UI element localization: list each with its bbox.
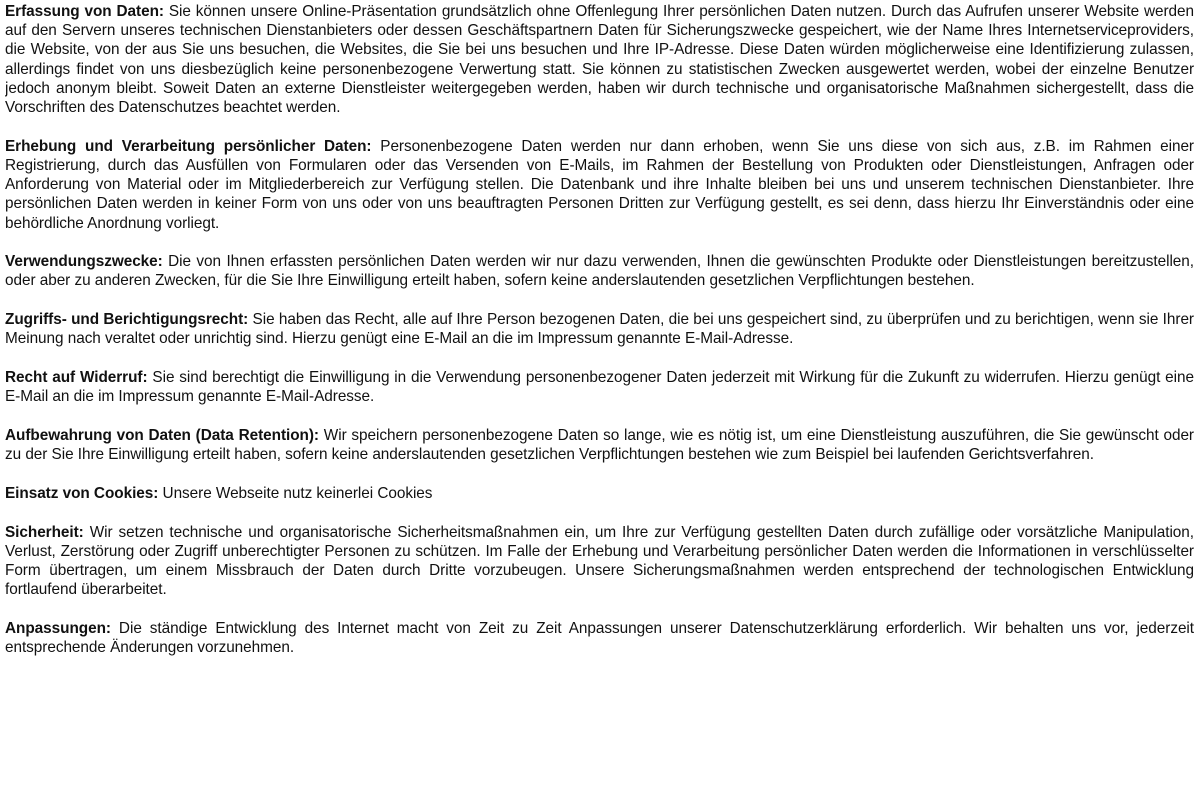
section-heading: Anpassungen: xyxy=(5,619,111,637)
section-verwendungszwecke xyxy=(5,252,1194,290)
section-heading: Zugriffs- und Berichtigungsrecht: xyxy=(5,311,249,329)
section-body: Sie können unsere Online-Präsentation grundsätzlich ohne Offenlegung Ihrer persönlichen Daten nutzen. Durch das Aufrufen unserer Website werden auf den Servern unseres technischen Dienstanbieters oder dessen Geschäftspartnern Daten für Sicherungszwecke gespeichert, wie der Name Ihres Internetserviceproviders, die Website, von der aus Sie uns besuchen, die Websites, die Sie bei uns besuchen und Ihre IP-Adresse. Diese Daten würden möglicherweise eine Identifizierung zulassen, allerdings findet von uns diesbezüglich keine personenbezogene Verwertung statt. Sie können zu statistischen Zwecken ausgewertet werden, wobei der einzelne Benutzer jedoch anonym bleibt. Soweit Daten an externe Dienstleister weitergegeben werden, haben wir durch technische und organisatorische Maßnahmen sichergestellt, dass die Vorschriften des Datenschutzes beachtet werden. xyxy=(5,3,1194,117)
section-body: Sie sind berechtigt die Einwilligung in die Verwendung personenbezogener Daten jederzeit mit Wirkung für die Zukunft zu widerrufen. Hierzu genügt eine E-Mail an die im Impressum genannte E-Mail-Adresse. xyxy=(5,369,1194,406)
section-anpassungen xyxy=(5,619,1194,657)
section-heading: Recht auf Widerruf: xyxy=(5,369,148,387)
section-erfassung-von-daten xyxy=(5,2,1194,117)
section-body: Wir setzen technische und organisatorische Sicherheitsmaßnahmen ein, um Ihre zur Verfügung gestellten Daten durch zufällige oder vorsätzliche Manipulation, Verlust, Zerstörung oder Zugriff unberechtigter Personen zu schützen. Im Falle der Erhebung und Verarbeitung persönlicher Daten werden die Informationen in verschlüsselter Form übertragen, um einem Missbrauch der Daten durch Dritte vorzubeugen. Unsere Sicherungsmaßnahmen werden entsprechend der technologischen Entwicklung fortlaufend überarbeitet. xyxy=(5,523,1194,599)
section-body: Unsere Webseite nutz keinerlei Cookies xyxy=(158,484,433,502)
section-heading: Sicherheit: xyxy=(5,523,84,541)
section-erhebung-und-verarbeitung xyxy=(5,137,1194,233)
section-body: Sie haben das Recht, alle auf Ihre Person bezogenen Daten, die bei uns gespeichert sind, zu überprüfen und zu berichtigen, wenn sie Ihrer Meinung nach veraltet oder unrichtig sind. Hierzu genügt eine E-Mail an die im Impressum genannte E-Mail-Adresse. xyxy=(5,311,1194,348)
section-aufbewahrung-von-daten xyxy=(5,426,1194,464)
section-body: Die von Ihnen erfassten persönlichen Daten werden wir nur dazu verwenden, Ihnen die gewünschten Produkte oder Dienstleistungen bereitzustellen, oder aber zu anderen Zwecken, für die Sie Ihre Einwilligung erteilt haben, sofern keine anderslautenden gesetzlichen Verpflichtungen bestehen. xyxy=(5,253,1194,290)
section-heading: Erfassung von Daten: xyxy=(5,3,164,20)
privacy-policy-document xyxy=(5,2,1194,798)
section-heading: Erhebung und Verarbeitung persönlicher Daten: xyxy=(5,137,372,155)
section-heading: Aufbewahrung von Daten (Data Retention): xyxy=(5,426,319,444)
section-heading: Verwendungszwecke: xyxy=(5,253,163,271)
section-body: Die ständige Entwicklung des Internet macht von Zeit zu Zeit Anpassungen unserer Datenschutzerklärung erforderlich. Wir behalten uns vor, jederzeit entsprechende Änderungen vorzunehmen. xyxy=(5,619,1194,657)
section-sicherheit xyxy=(5,523,1194,600)
section-zugriffs-und-berichtigungsrecht xyxy=(5,310,1194,348)
section-body: Personenbezogene Daten werden nur dann erhoben, wenn Sie uns diese von sich aus, z.B. im Rahmen einer Registrierung, durch das Ausfüllen von Formularen oder das Versenden von E-Mails, im Rahmen der Bestellung von Produkten oder Dienstleistungen, Anfragen oder Anforderung von Material oder im Mitgliederbereich zur Verfügung stellen. Die Datenbank und ihre Inhalte bleiben bei uns und unserem technischen Dienstanbieter. Ihre persönlichen Daten werden in keiner Form von uns oder von uns beauftragten Personen Dritten zur Verfügung gestellt, es sei denn, dass hierzu Ihr Einverständnis oder eine behördliche Anordnung vorliegt. xyxy=(5,137,1194,232)
section-einsatz-von-cookies xyxy=(5,484,1194,503)
section-recht-auf-widerruf xyxy=(5,368,1194,406)
section-heading: Einsatz von Cookies: xyxy=(5,484,159,502)
section-body: Wir speichern personenbezogene Daten so lange, wie es nötig ist, um eine Dienstleistung auszuführen, die Sie gewünscht oder zu der Sie Ihre Einwilligung erteilt haben, sofern keine anderslautenden gesetzlichen Verpflichtungen bestehen wie zum Beispiel bei laufenden Gerichtsverfahren. xyxy=(5,426,1194,464)
